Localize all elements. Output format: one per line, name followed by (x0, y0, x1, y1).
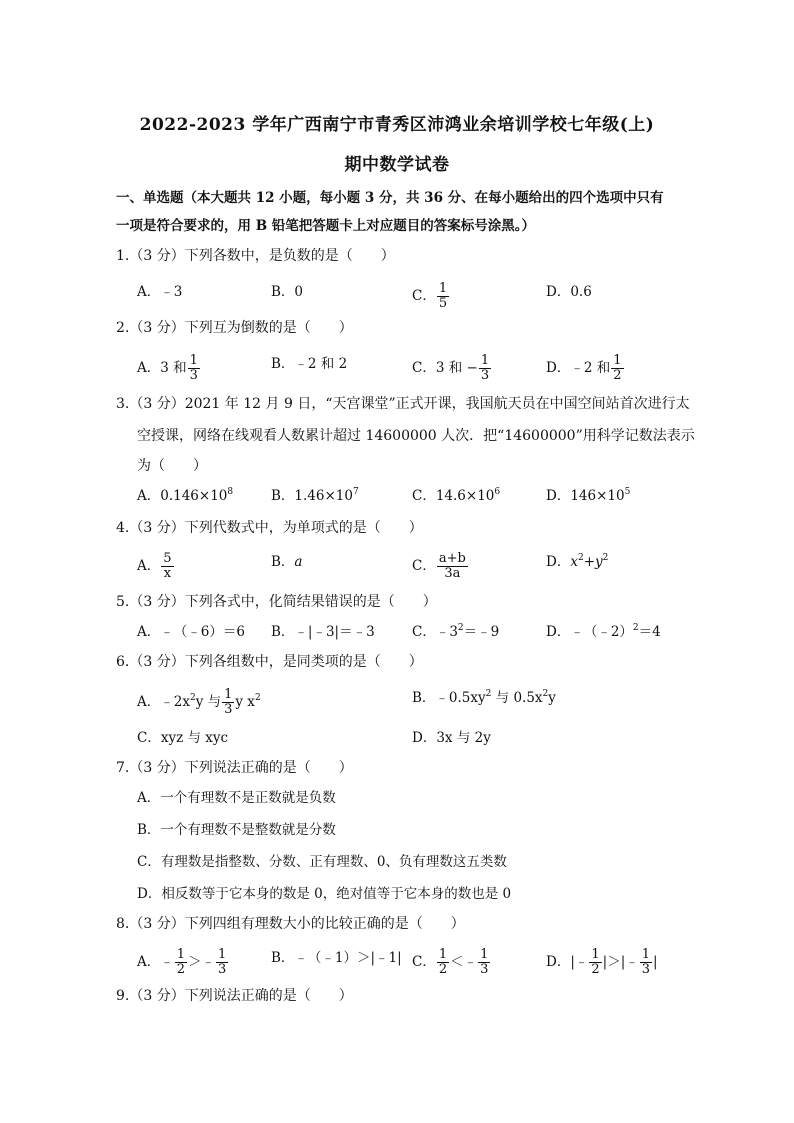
q4-option-b-variable: a (294, 554, 303, 570)
q1-option-c-fraction (437, 282, 449, 311)
fraction-numerator: 1 (613, 353, 622, 368)
q4-option-b (271, 552, 302, 572)
q8-option-d-tail: | (653, 954, 658, 970)
q7-option-a: A．一个有理数不是正数就是负数 (137, 790, 336, 806)
q7-option-d: D．相反数等于它本身的数是 0，绝对值等于它本身的数也是 0 (137, 886, 512, 902)
q4-option-d (546, 552, 608, 572)
q1-option-c-prefix: C． (412, 288, 436, 304)
q8-option-c-prefix: C． (412, 954, 436, 970)
section-heading-line2: 一项是符合要求的，用 B 铅笔把答题卡上对应题目的答案标号涂黑。） (116, 218, 536, 234)
fraction-denominator: 3 (224, 702, 233, 717)
q3-option-a-exponent: 8 (227, 487, 234, 497)
q1-option-d: D．0.6 (546, 284, 592, 300)
q4-option-d-y: y (595, 554, 603, 570)
fraction-denominator: 2 (438, 962, 448, 977)
q4-option-d-exponent-2: 2 (602, 553, 609, 563)
q8-option-c-fraction-1 (437, 948, 449, 977)
q8-option-a-mid: ＞﹣ (188, 954, 216, 970)
q2-option-b: B．﹣2 和 2 (271, 356, 348, 372)
q6-option-d: D．3x 与 2y (412, 730, 491, 746)
question-3-stem-line2: 空授课，网络在线观看人数累计超过 14600000 人次．把“14600000”用科学记数法表示 (137, 428, 695, 444)
question-3-stem-line3: 为（ ） (137, 458, 207, 474)
q8-option-c-mid: ＜﹣ (450, 954, 478, 970)
q6-option-b-exponent-2: 2 (542, 689, 549, 699)
q2-option-c-prefix: C．3 和 − (412, 360, 478, 376)
q6-option-a-prefix: A．﹣2x (137, 694, 190, 710)
q2-option-a (137, 354, 201, 383)
q8-option-c (412, 948, 491, 977)
q4-option-b-prefix: B． (271, 554, 295, 570)
q2-option-c (412, 354, 492, 383)
q6-option-b-prefix: B．﹣0.5xy (412, 690, 486, 706)
q5-option-d (546, 622, 661, 642)
q8-option-a-fraction-2 (216, 948, 228, 977)
q6-option-a (137, 688, 261, 717)
q6-option-b (412, 688, 556, 708)
q7-option-b: B．一个有理数不是整数就是分数 (137, 822, 336, 838)
fraction-numerator: 1 (218, 947, 227, 962)
fraction-denominator: 3 (480, 368, 490, 383)
q2-option-a-fraction (188, 354, 200, 383)
q5-option-c-exponent: 2 (457, 623, 464, 633)
q5-option-c-base: C．﹣3 (412, 624, 458, 640)
q5-option-b: B．﹣|﹣3|＝﹣3 (271, 624, 375, 640)
q7-option-c: C．有理数是指整数、分数、正有理数、0、负有理数这五类数 (137, 854, 507, 870)
q2-option-d-fraction (611, 354, 623, 383)
q4-option-a-prefix: A． (137, 558, 161, 574)
fraction-denominator: 2 (591, 962, 600, 977)
q8-option-a-prefix: A．﹣ (137, 954, 174, 970)
q8-option-d-fraction-2 (640, 948, 652, 977)
fraction-numerator: 1 (438, 281, 448, 296)
question-8-stem: 8.（3 分）下列四组有理数大小的比较正确的是（ ） (116, 916, 465, 932)
q3-option-d-base: D．146×10 (546, 488, 625, 504)
q5-option-c-rest: ＝﹣9 (463, 624, 500, 640)
question-6-stem: 6.（3 分）下列各组数中，是同类项的是（ ） (116, 654, 423, 670)
question-9-stem: 9.（3 分）下列说法正确的是（ ） (116, 988, 353, 1004)
question-2-stem: 2.（3 分）下列互为倒数的是（ ） (116, 320, 353, 336)
q8-option-c-fraction-2 (478, 948, 490, 977)
q6-option-a-fraction (222, 688, 234, 717)
exam-title-line2: 期中数学试卷 (344, 155, 450, 175)
fraction-denominator: 3 (218, 962, 227, 977)
q6-option-b-mid: 与 0.5x (491, 690, 543, 706)
q3-option-a-base: A．0.146×10 (137, 488, 228, 504)
fraction-numerator: 1 (480, 947, 489, 962)
fraction-numerator: 1 (189, 353, 198, 368)
q2-option-d (546, 354, 625, 383)
q6-option-a-mid: y 与 (195, 694, 222, 710)
fraction-numerator: 1 (224, 687, 233, 702)
q8-option-d-prefix: D．|﹣ (546, 954, 589, 970)
q3-option-a (137, 486, 233, 506)
fraction-denominator: 5 (438, 296, 448, 311)
q3-option-c-base: C．14.6×10 (412, 488, 495, 504)
fraction-numerator: 1 (480, 353, 490, 368)
fraction-denominator: 3 (641, 962, 651, 977)
q5-option-c (412, 622, 499, 642)
question-7-stem: 7.（3 分）下列说法正确的是（ ） (116, 760, 353, 776)
fraction-denominator: 2 (613, 368, 622, 383)
q6-option-a-tail-exponent: 2 (254, 693, 261, 703)
fraction-denominator: x (163, 566, 172, 581)
q3-option-b-base: B．1.46×10 (271, 488, 353, 504)
fraction-numerator: a+b (438, 551, 466, 566)
q4-option-a-fraction (161, 552, 173, 581)
q6-option-b-tail: y (548, 690, 556, 706)
fraction-denominator: 2 (176, 962, 186, 977)
q6-option-a-exponent: 2 (189, 693, 196, 703)
q4-option-d-plus: + (583, 554, 595, 570)
fraction-numerator: 1 (176, 947, 186, 962)
exam-title-line1: 2022-2023 学年广西南宁市青秀区沛鸿业余培训学校七年级(上) (139, 115, 655, 135)
q4-option-c (412, 552, 469, 581)
question-5-stem: 5.（3 分）下列各式中，化简结果错误的是（ ） (116, 594, 437, 610)
q6-option-c: C．xyz 与 xyc (137, 730, 229, 746)
q2-option-a-prefix: A．3 和 (137, 360, 187, 376)
q1-option-b: B．0 (271, 284, 304, 300)
q3-option-c (412, 486, 500, 506)
fraction-denominator: 3 (189, 368, 198, 383)
q3-option-d (546, 486, 630, 506)
q6-option-b-exponent-1: 2 (485, 689, 492, 699)
question-3-stem-line1: 3.（3 分）2021 年 12 月 9 日，“天宫课堂”正式开课，我国航天员在中国空间站首次进行太 (116, 396, 690, 412)
q4-option-c-prefix: C． (412, 558, 436, 574)
q8-option-a-fraction-1 (175, 948, 187, 977)
q5-option-d-base: D．﹣（﹣2） (546, 624, 633, 640)
q5-option-d-rest: ＝4 (638, 624, 661, 640)
q4-option-a (137, 552, 175, 581)
q6-option-a-tail: y x (235, 694, 255, 710)
q8-option-d-fraction-1 (589, 948, 601, 977)
q3-option-b (271, 486, 359, 506)
q4-option-d-prefix: D． (546, 554, 571, 570)
q8-option-d-mid: |＞|﹣ (602, 954, 639, 970)
q8-option-b: B．﹣（﹣1）＞|﹣1| (271, 950, 402, 966)
fraction-denominator: 3a (444, 566, 461, 581)
q3-option-c-exponent: 6 (494, 487, 501, 497)
question-4-stem: 4.（3 分）下列代数式中，为单项式的是（ ） (116, 520, 423, 536)
q3-option-d-exponent: 5 (624, 487, 631, 497)
fraction-numerator: 1 (438, 947, 448, 962)
fraction-numerator: 1 (641, 947, 651, 962)
q4-option-d-exponent-1: 2 (577, 553, 584, 563)
q2-option-c-fraction (479, 354, 491, 383)
q8-option-d (546, 948, 658, 977)
fraction-denominator: 3 (480, 962, 489, 977)
q5-option-a: A．﹣（﹣6）＝6 (137, 624, 245, 640)
q4-option-d-x: x (570, 554, 578, 570)
q4-option-c-fraction (437, 552, 468, 581)
q5-option-d-exponent: 2 (632, 623, 639, 633)
q8-option-a (137, 948, 229, 977)
q3-option-b-exponent: 7 (352, 487, 359, 497)
q2-option-d-prefix: D．﹣2 和 (546, 360, 611, 376)
fraction-numerator: 5 (163, 551, 172, 566)
q1-option-a: A．﹣3 (137, 284, 183, 300)
fraction-numerator: 1 (591, 947, 600, 962)
section-heading-line1: 一、单选题（本大题共 12 小题，每小题 3 分，共 36 分、在每小题给出的四个选项中只有 (116, 190, 664, 206)
question-1-stem: 1.（3 分）下列各数中，是负数的是（ ） (116, 248, 395, 264)
q1-option-c (412, 282, 450, 311)
